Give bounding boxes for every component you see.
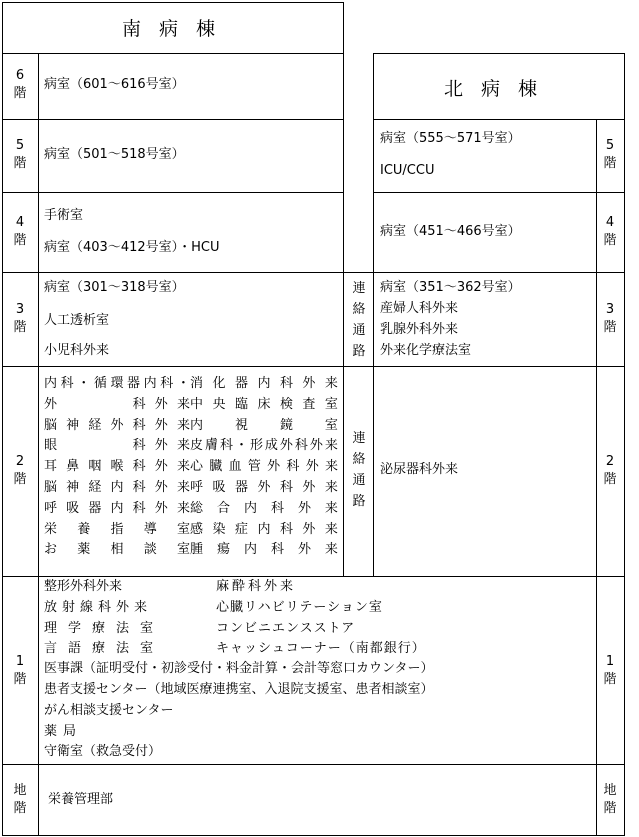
south-2f-left-item: 脳 神 経 外 科 外 来	[44, 417, 190, 433]
south-4f-rooms-cell	[38, 192, 344, 273]
south-3f-label: 3階	[13, 302, 27, 335]
south-2f-left-item: 呼 吸 器 内 科 外 来	[44, 500, 190, 516]
north-5f-line1: 病室（555～571号室）	[380, 131, 521, 146]
south-4f-line1: 手術室	[44, 208, 84, 223]
south-5f-label: 5階	[13, 138, 27, 171]
north-3f-line-3: 乳腺外科外来	[380, 322, 459, 337]
south-1f-label: 1階	[13, 654, 27, 687]
south-1f-line-2: 患者支援センター（地域医療連携室、入退院支援室、患者相談室）	[44, 682, 434, 697]
south-6f-label: 6階	[13, 68, 27, 101]
south-2f-right-item: 心 臓 血 管 外 科 外 来	[190, 459, 338, 475]
south-1f-row2-left: 放射線科外来	[44, 600, 153, 615]
south-3f-line1: 病室（301～318号室）	[44, 280, 185, 295]
south-2f-left-item: 内 科 ・ 循 環 器 内 科 ・	[44, 376, 190, 391]
south-2f-left-item: 栄 養 指 導 室	[44, 521, 190, 537]
south-2f-left-item: 脳 神 経 内 科 外 来	[44, 479, 190, 495]
south-2f-right-item: 総 合 内 科 外 来	[190, 500, 338, 516]
south-1f-row4-left: 言語療法室	[44, 641, 165, 656]
1f-row1-a: 整形外科外来	[44, 579, 123, 594]
north-4f-rooms: 病室（451～466号室）	[380, 224, 521, 239]
south-2f-right-item: 呼 吸 器 外 科 外 来	[190, 479, 338, 495]
south-2f-right-item: 皮 膚 科 ・ 形 成 外 科 外 来	[190, 438, 338, 454]
south-1f-row3-right: コンビニエンスストア	[216, 621, 356, 636]
south-1f-line-1: 医事課（証明受付・初診受付・料金計算・会計等窓口カウンター）	[44, 661, 434, 676]
south-1f-row3-left: 理学療法室	[44, 621, 165, 636]
south-1f-row2-right: 心臓リハビリテーション室	[216, 600, 383, 615]
south-6f-rooms: 病室（601～616号室）	[44, 77, 185, 92]
north-3f-line-4: 外来化学療法室	[380, 343, 472, 358]
south-1f-line-4: 薬局	[44, 724, 83, 739]
south-b1-rooms-cell	[38, 764, 597, 836]
south-4f-label: 4階	[13, 215, 27, 248]
north-2f-rooms: 泌尿器科外来	[380, 462, 459, 477]
south-3f-line2: 人工透析室	[44, 313, 110, 328]
south-2f-right-column	[190, 374, 338, 561]
south-b1-rooms: 栄養管理部	[48, 792, 114, 807]
south-1f-line-5: 守衛室（救急受付）	[44, 744, 162, 759]
south-2f-right-item: 腫 瘍 内 科 外 来	[190, 542, 338, 558]
south-1f-row1-right: 麻酔科外来	[216, 579, 297, 594]
north-1f-label: 1階	[603, 654, 617, 687]
south-1f-line-3: がん相談支援センター	[44, 703, 174, 718]
south-2f-left-item: 眼 科 外 来	[44, 438, 190, 454]
north-3f-label: 3階	[603, 302, 617, 335]
north-b1-label: 地階	[603, 783, 617, 816]
south-b1-label: 地階	[13, 783, 27, 816]
south-building-title: 南病棟	[122, 18, 234, 40]
south-2f-right-item: 中 央 臨 床 検 査 室	[190, 396, 338, 412]
south-2f-left-item: 外 科 外 来	[44, 396, 190, 412]
north-4f-label: 4階	[603, 215, 617, 248]
north-5f-line2: ICU/CCU	[380, 163, 435, 178]
north-2f-label: 2階	[603, 454, 617, 487]
corridor-2f-label: 連絡通路	[352, 431, 366, 509]
south-1f-row4-right: キャッシュコーナー（南都銀行）	[216, 641, 426, 656]
south-5f-rooms: 病室（501～518号室）	[44, 147, 185, 162]
north-3f-line-2: 産婦人科外来	[380, 301, 459, 316]
corridor-3f-label: 連絡通路	[352, 281, 366, 359]
north-building-title: 北病棟	[444, 78, 556, 100]
south-2f-left-item: お 薬 相 談 室	[44, 542, 190, 558]
south-1f-row1-left	[44, 579, 172, 595]
south-2f-left-column	[44, 374, 190, 561]
south-2f-right-item: 内 視 鏡 室	[190, 417, 338, 433]
south-2f-right-item: 感 染 症 内 科 外 来	[190, 521, 338, 537]
south-4f-line2: 病室（403～412号室）・HCU	[44, 240, 220, 255]
south-2f-label: 2階	[13, 454, 27, 487]
south-2f-right-item: 消 化 器 内 科 外 来	[190, 376, 338, 391]
south-3f-line3: 小児科外来	[44, 343, 110, 358]
south-2f-left-item: 耳 鼻 咽 喉 科 外 来	[44, 459, 190, 475]
north-3f-line-1: 病室（351～362号室）	[380, 280, 521, 295]
north-5f-label: 5階	[603, 138, 617, 171]
